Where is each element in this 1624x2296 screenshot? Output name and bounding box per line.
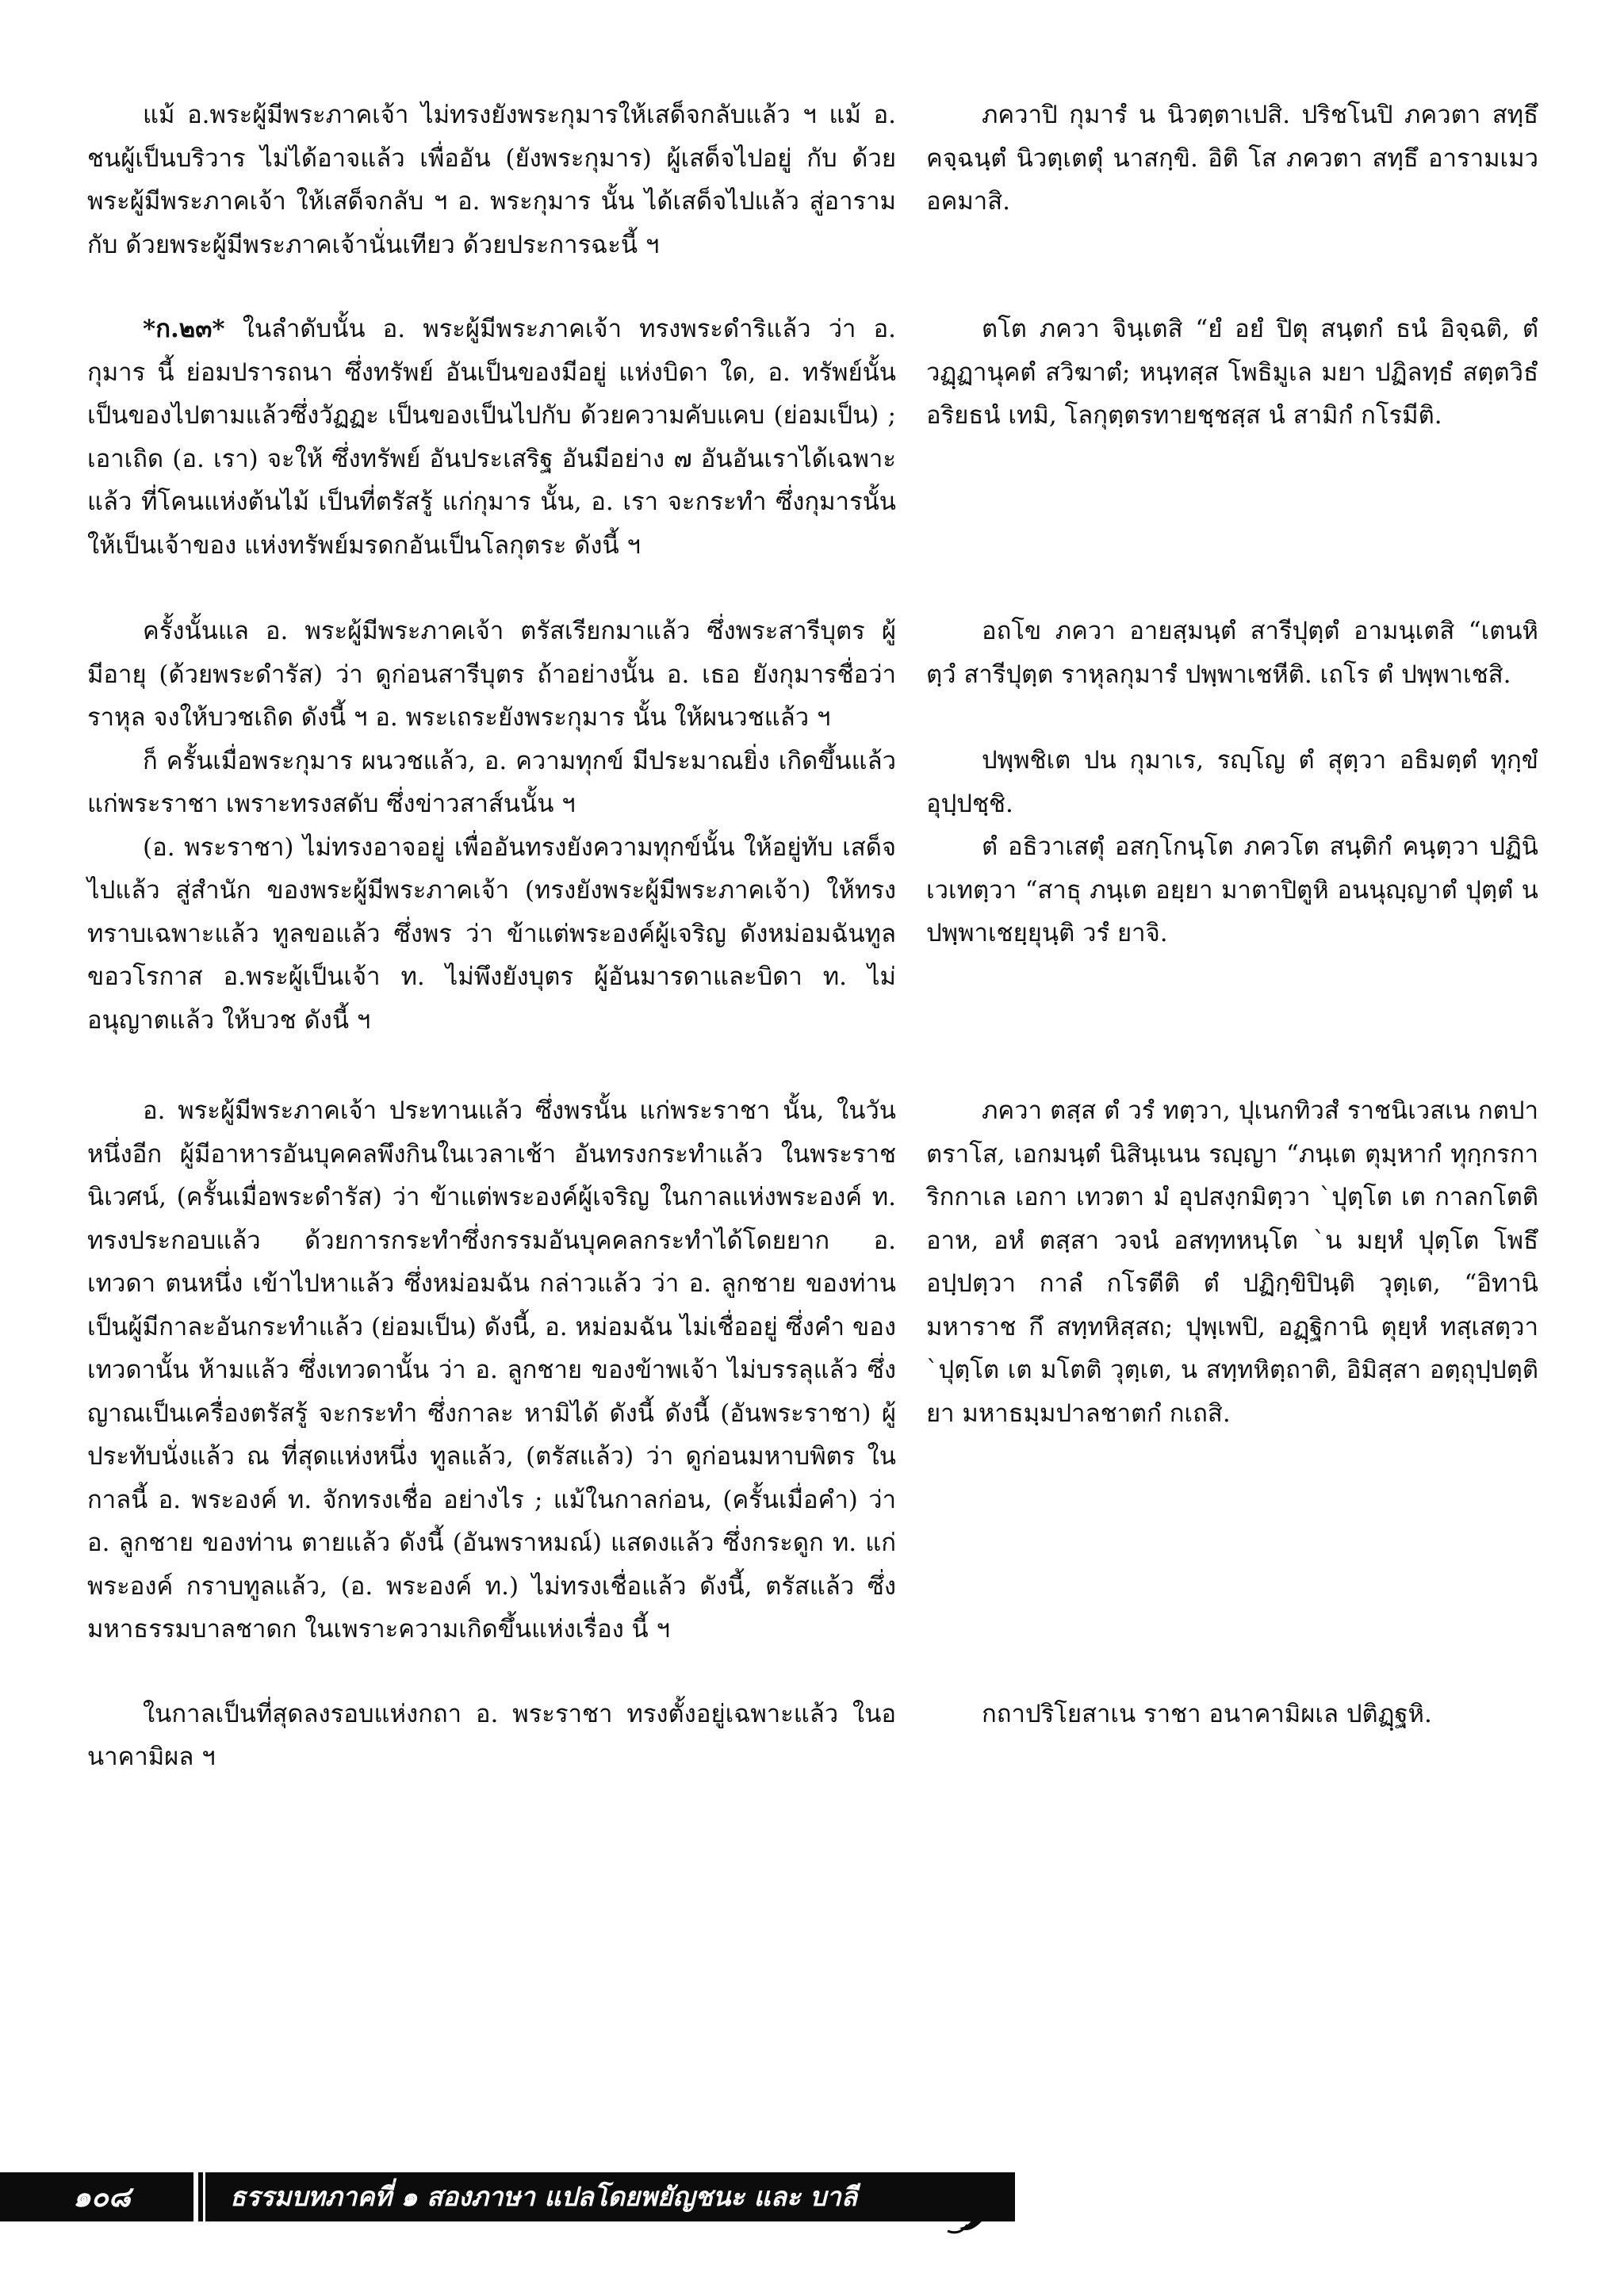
section-1 xyxy=(87,94,1538,266)
ornament-icon xyxy=(912,2164,1015,2237)
footer-divider xyxy=(203,2172,205,2221)
pali-column xyxy=(926,94,1538,266)
thai-paragraph: (อ. พระราชา) ไม่ทรงอาจอยู่ เพื่ออันทรงยังความทุกข์นั้น ให้อยู่ทับ เสด็จไปแล้ว สู่สำนัก ของพระผู้มีพระภาคเจ้า (ทรงยังพระผู้มีพระภาคเจ้า) ให้ทรงทราบเฉพาะแล้ว ทูลขอแล้ว ซึ่งพร ว่า ข้าแต่พระองค์ผู้เจริญ ดังหม่อมฉันทูลขอวโรกาส อ.พระผู้เป็นเจ้า ท. ไม่พึงยังบุตร ผู้อันมารดาและบิดา ท. ไม่อนุญาตแล้ว ให้บวช ดังนี้ ฯ xyxy=(87,832,896,1035)
pali-paragraph: ปพฺพชิเต ปน กุมาเร, รญฺโญ ตํ สุตฺวา อธิมตฺตํ ทุกฺขํ อุปฺปชฺชิ. xyxy=(926,746,1538,818)
thai-paragraph: ครั้งนั้นแล อ. พระผู้มีพระภาคเจ้า ตรัสเรียกมาแล้ว ซึ่งพระสารีบุตร ผู้มีอายุ (ด้วยพระดำรัส) ว่า ดูก่อนสารีบุตร ถ้าอย่างนั้น อ. เธอ ยังกุมารชื่อว่าราหุล จงให้บวชเถิด ดังนี้ ฯ อ. พระเถระยังพระกุมาร นั้น ให้ผนวชแล้ว ฯ xyxy=(87,617,896,732)
thai-paragraph-text: ในลำดับนั้น อ. พระผู้มีพระภาคเจ้า ทรงพระดำริแล้ว ว่า อ. กุมาร นี้ ย่อมปรารถนา ซึ่งทรัพย์ อันเป็นของมีอยู่ แห่งบิดา ใด, อ. ทรัพย์นั้น เป็นของไปตามแล้วซึ่งวัฏฏะ เป็นของเป็นไปกับ ด้วยความคับแคบ (ย่อมเป็น) ; เอาเถิด (อ. เรา) จะให้ ซึ่งทรัพย์ อันประเสริฐ อันมีอย่าง ๗ อันอันเราได้เฉพาะแล้ว ที่โคนแห่งต้นไม้ เป็นที่ตรัสรู้ แก่กุมาร นั้น, อ. เรา จะกระทำ ซึ่งกุมารนั้น ให้เป็นเจ้าของ แห่งทรัพย์มรดกอันเป็นโลกุตระ ดังนี้ ฯ xyxy=(87,315,896,560)
page-footer xyxy=(0,2164,1624,2237)
pali-column xyxy=(926,308,1538,567)
thai-paragraph: อ. พระผู้มีพระภาคเจ้า ประทานแล้ว ซึ่งพรนั้น แก่พระราชา นั้น, ในวันหนึ่งอีก ผู้มีอาหารอันบุคคลพึงกินในเวลาเช้า อันทรงกระทำแล้ว ในพระราชนิเวศน์, (ครั้นเมื่อพระดำรัส) ว่า ข้าแต่พระองค์ผู้เจริญ ในกาลแห่งพระองค์ ท. ทรงประกอบแล้ว ด้วยการกระทำซึ่งกรรมอันบุคคลกระทำได้โดยยาก อ. เทวดา ตนหนึ่ง เข้าไปหาแล้ว ซึ่งหม่อมฉัน กล่าวแล้ว ว่า อ. ลูกชาย ของท่าน เป็นผู้มีกาละอันกระทำแล้ว (ย่อมเป็น) ดังนี้, อ. หม่อมฉัน ไม่เชื่ออยู่ ซึ่งคำ ของเทวดานั้น ห้ามแล้ว ซึ่งเทวดานั้น ว่า อ. ลูกชาย ของข้าพเจ้า ไม่บรรลุแล้ว ซึ่งญาณเป็นเครื่องตรัสรู้ จะกระทำ ซึ่งกาละ หามิได้ ดังนี้ ดังนี้ (อันพระราชา) ผู้ประทับนั่งแล้ว ณ ที่สุดแห่งหนึ่ง ทูลแล้ว, (ตรัสแล้ว) ว่า ดูก่อนมหาบพิตร ในกาลนี้ อ. พระองค์ ท. จักทรงเชื่อ อย่างไร ; แม้ในกาลก่อน, (ครั้นเมื่อคำ) ว่า อ. ลูกชาย ของท่าน ตายแล้ว ดังนี้ (อันพราหมณ์) แสดงแล้ว ซึ่งกระดูก ท. แก่พระองค์ กราบทูลแล้ว, (อ. พระองค์ ท.) ไม่ทรงเชื่อแล้ว ดังนี้, ตรัสแล้ว ซึ่งมหาธรรมบาลชาดก ในเพราะความเกิดขึ้นแห่งเรื่อง นี้ ฯ xyxy=(87,1096,896,1644)
two-column-text xyxy=(87,94,1538,1779)
thai-paragraph: แม้ อ.พระผู้มีพระภาคเจ้า ไม่ทรงยังพระกุมารให้เสด็จกลับแล้ว ฯ แม้ อ. ชนผู้เป็นบริวาร ไม่ได้อาจแล้ว เพื่ออัน (ยังพระกุมาร) ผู้เสด็จไปอยู่ กับ ด้วยพระผู้มีพระภาคเจ้า ให้เสด็จกลับ ฯ อ. พระกุมาร นั้น ได้เสด็จไปแล้ว สู่อาราม กับ ด้วยพระผู้มีพระภาคเจ้านั่นเทียว ด้วยประการฉะนี้ ฯ xyxy=(87,101,896,259)
thai-paragraph xyxy=(87,308,896,567)
section-3 xyxy=(87,610,1538,1042)
pali-column xyxy=(926,1693,1538,1779)
pali-paragraph: ตโต ภควา จินฺเตสิ “ยํ อยํ ปิตุ สนฺตกํ ธนํ อิจฺฉติ, ตํ วฏฺฏานุคตํ สวิฆาตํ; หนฺทสฺส โพธิมูเล มยา ปฏิลทฺธํ สตฺตวิธํ อริยธนํ เทมิ, โลกุตฺตรทายชฺชสฺส นํ สามิกํ กโรมีติ. xyxy=(926,315,1538,430)
pali-column xyxy=(926,610,1538,1042)
book-title: ธรรมบทภาคที่ ๑ สองภาษา แปลโดยพยัญชนะ และ บาลี xyxy=(230,2181,857,2212)
pali-paragraph: ภควาปิ กุมารํ น นิวตฺตาเปสิ. ปริชโนปิ ภควตา สทฺธึ คจฺฉนฺตํ นิวตฺเตตุํ นาสกฺขิ. อิติ โส ภควตา สทฺธึ อารามเมว อคมาสิ. xyxy=(926,101,1538,216)
footer-divider xyxy=(193,2172,198,2221)
thai-translation-column xyxy=(87,94,896,266)
thai-translation-column xyxy=(87,1089,896,1651)
page-number: ๑๐๘ xyxy=(73,2180,131,2214)
pali-column xyxy=(926,1089,1538,1651)
thai-translation-column xyxy=(87,610,896,1042)
thai-paragraph: ก็ ครั้นเมื่อพระกุมาร ผนวชแล้ว, อ. ความทุกข์ มีประมาณยิ่ง เกิดขึ้นแล้ว แก่พระราชา เพราะทรงสดับ ซึ่งข่าวสาส์นนั้น ฯ xyxy=(87,746,896,818)
section-2 xyxy=(87,308,1538,567)
pali-paragraph: อถโข ภควา อายสฺมนฺตํ สารีปุตฺตํ อามนฺเตสิ “เตนหิ ตฺวํ สารีปุตฺต ราหุลกุมารํ ปพฺพาเชหีติ. เถโร ตํ ปพฺพาเชสิ. xyxy=(926,617,1538,689)
reference-marker: *ก.๒๓* xyxy=(143,315,225,343)
pali-paragraph: ตํ อธิวาเสตุํ อสกฺโกนฺโต ภควโต สนฺติกํ คนฺตฺวา ปฏินิเวเทตฺวา “สาธุ ภนฺเต อยฺยา มาตาปิตูหิ อนนุญฺญาตํ ปุตฺตํ น ปพฺพาเชยฺยุนฺติ วรํ ยาจิ. xyxy=(926,832,1538,947)
section-4 xyxy=(87,1089,1538,1651)
thai-translation-column xyxy=(87,308,896,567)
thai-translation-column xyxy=(87,1693,896,1779)
section-5 xyxy=(87,1693,1538,1779)
pali-paragraph: ภควา ตสฺส ตํ วรํ ทตฺวา, ปุเนกทิวสํ ราชนิเวสเน กตปาตราโส, เอกมนฺตํ นิสินฺเนน รญฺญา “ภนฺเต ตุมฺหากํ ทุกฺกรการิกกาเล เอกา เทวตา มํ อุปสงฺกมิตฺวา `ปุตฺโต เต กาลกโตติ อาห, อหํ ตสฺสา วจนํ อสทฺทหนฺโต `น มยฺหํ ปุตฺโต โพธึ อปฺปตฺวา กาลํ กโรตีติ ตํ ปฏิกฺขิปินฺติ วุตฺเต, “อิทานิ มหาราช กึ สทฺทหิสฺสถ; ปุพฺเพปิ, อฏฺฐิกานิ ตุยฺหํ ทสฺเสตฺวา `ปุตฺโต เต มโตติ วุตฺเต, น สทฺทหิตฺถาติ, อิมิสฺสา อตฺถุปฺปตฺติยา มหาธมฺมปาลชาตกํ กเถสิ. xyxy=(926,1096,1538,1428)
pali-paragraph: กถาปริโยสาเน ราชา อนาคามิผเล ปติฏฺฐหิ. xyxy=(982,1699,1432,1728)
thai-paragraph: ในกาลเป็นที่สุดลงรอบแห่งกถา อ. พระราชา ทรงตั้งอยู่เฉพาะแล้ว ในอนาคามิผล ฯ xyxy=(87,1699,896,1771)
